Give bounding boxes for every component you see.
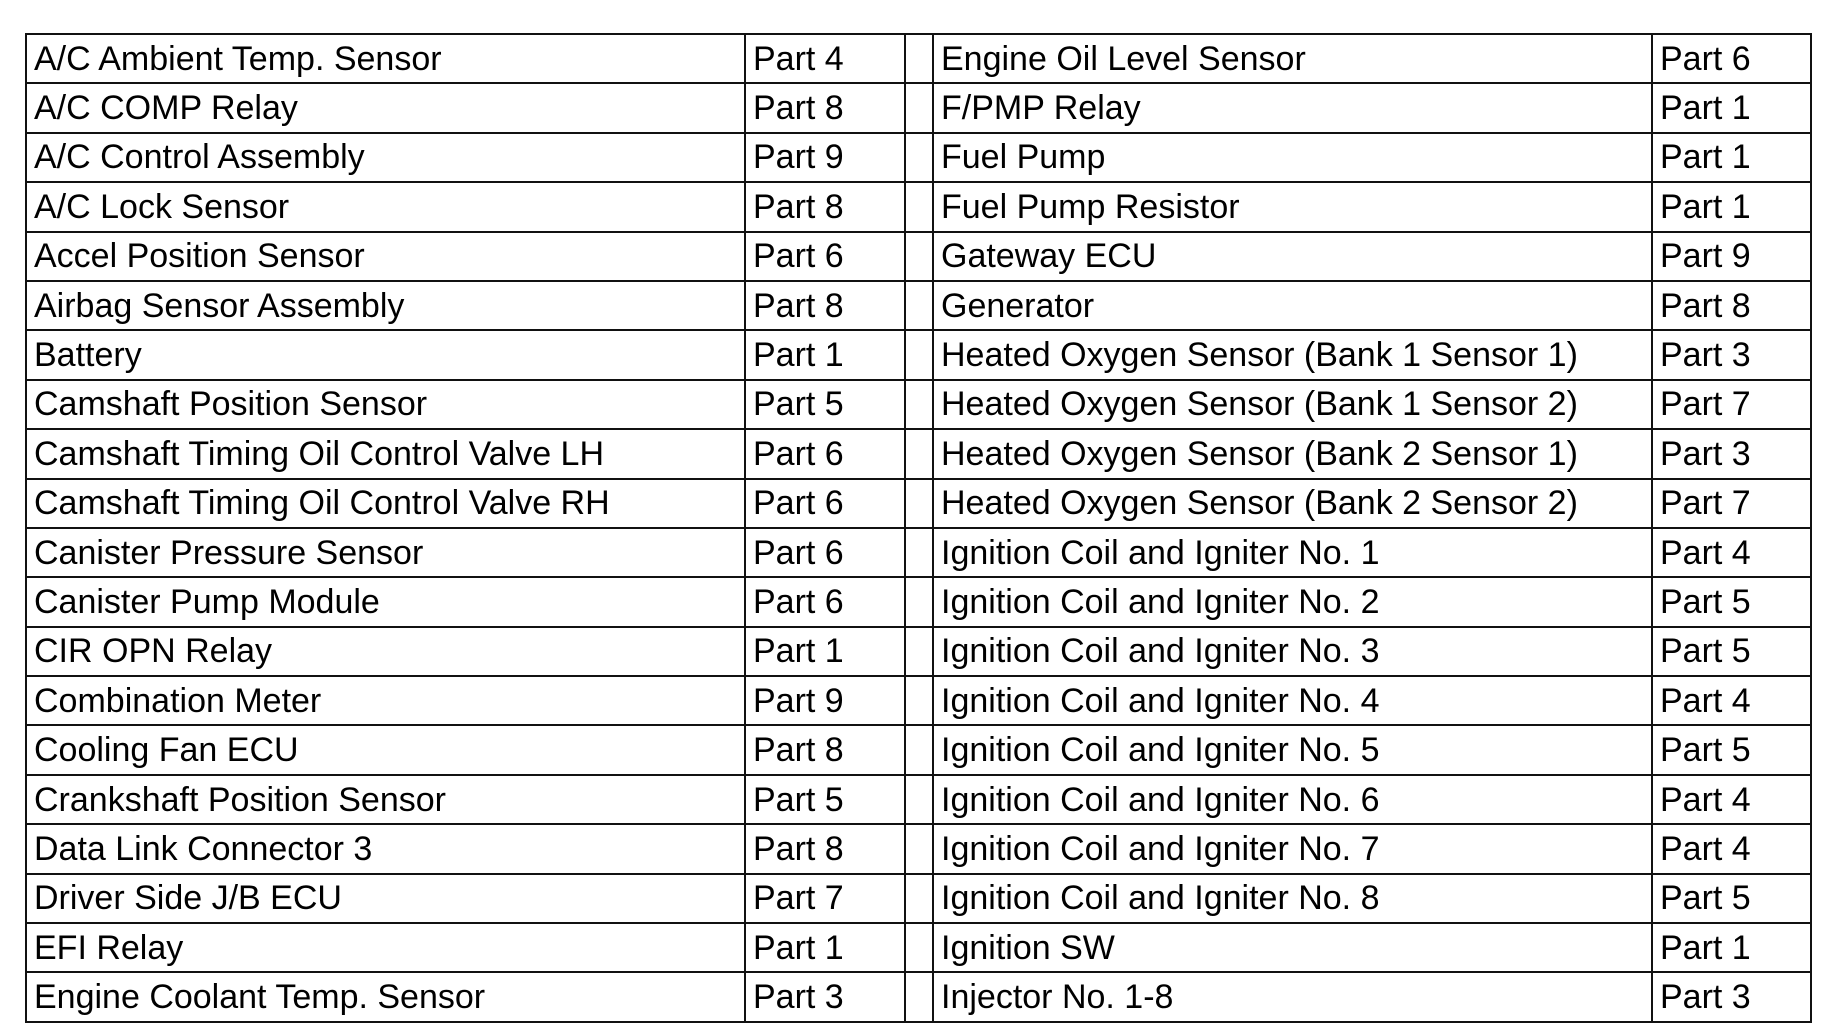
- component-name-cell: Canister Pump Module: [26, 577, 745, 626]
- component-name-cell: Ignition Coil and Igniter No. 4: [933, 676, 1652, 725]
- component-name-cell: Ignition SW: [933, 923, 1652, 972]
- component-name-cell: Fuel Pump: [933, 133, 1652, 182]
- column-divider-cell: [905, 479, 933, 528]
- part-reference-cell: Part 5: [1652, 874, 1811, 923]
- component-name-cell: Heated Oxygen Sensor (Bank 1 Sensor 2): [933, 380, 1652, 429]
- table-row: [26, 133, 1811, 182]
- part-reference-cell: Part 1: [745, 330, 905, 379]
- part-reference-cell: Part 4: [1652, 528, 1811, 577]
- component-name-cell: Heated Oxygen Sensor (Bank 2 Sensor 1): [933, 429, 1652, 478]
- component-name-cell: CIR OPN Relay: [26, 627, 745, 676]
- column-divider-cell: [905, 281, 933, 330]
- column-divider-cell: [905, 775, 933, 824]
- component-name-cell: Crankshaft Position Sensor: [26, 775, 745, 824]
- component-name-cell: Ignition Coil and Igniter No. 7: [933, 824, 1652, 873]
- part-reference-cell: Part 4: [1652, 775, 1811, 824]
- part-reference-cell: Part 7: [1652, 380, 1811, 429]
- component-name-cell: Combination Meter: [26, 676, 745, 725]
- part-reference-cell: Part 9: [745, 676, 905, 725]
- part-reference-cell: Part 6: [745, 528, 905, 577]
- component-name-cell: Ignition Coil and Igniter No. 1: [933, 528, 1652, 577]
- component-name-cell: Ignition Coil and Igniter No. 3: [933, 627, 1652, 676]
- component-name-cell: Heated Oxygen Sensor (Bank 2 Sensor 2): [933, 479, 1652, 528]
- part-reference-cell: Part 4: [745, 34, 905, 83]
- column-divider-cell: [905, 330, 933, 379]
- component-name-cell: A/C Ambient Temp. Sensor: [26, 34, 745, 83]
- column-divider-cell: [905, 577, 933, 626]
- column-divider-cell: [905, 676, 933, 725]
- table-row: [26, 923, 1811, 972]
- table-row: [26, 232, 1811, 281]
- part-reference-cell: Part 7: [1652, 479, 1811, 528]
- component-name-cell: Engine Coolant Temp. Sensor: [26, 972, 745, 1021]
- part-reference-cell: Part 9: [745, 133, 905, 182]
- component-name-cell: EFI Relay: [26, 923, 745, 972]
- component-name-cell: Gateway ECU: [933, 232, 1652, 281]
- component-name-cell: Accel Position Sensor: [26, 232, 745, 281]
- column-divider-cell: [905, 380, 933, 429]
- table-row: [26, 528, 1811, 577]
- component-name-cell: Camshaft Timing Oil Control Valve RH: [26, 479, 745, 528]
- component-name-cell: Injector No. 1-8: [933, 972, 1652, 1021]
- part-reference-cell: Part 6: [1652, 34, 1811, 83]
- table-row: [26, 627, 1811, 676]
- column-divider-cell: [905, 34, 933, 83]
- component-index-table: [25, 33, 1812, 1023]
- column-divider-cell: [905, 874, 933, 923]
- table-row: [26, 775, 1811, 824]
- component-name-cell: Canister Pressure Sensor: [26, 528, 745, 577]
- part-reference-cell: Part 7: [745, 874, 905, 923]
- component-name-cell: Heated Oxygen Sensor (Bank 1 Sensor 1): [933, 330, 1652, 379]
- component-name-cell: F/PMP Relay: [933, 83, 1652, 132]
- column-divider-cell: [905, 528, 933, 577]
- component-name-cell: Generator: [933, 281, 1652, 330]
- table-row: [26, 577, 1811, 626]
- part-reference-cell: Part 5: [745, 380, 905, 429]
- part-reference-cell: Part 1: [1652, 83, 1811, 132]
- part-reference-cell: Part 6: [745, 232, 905, 281]
- part-reference-cell: Part 6: [745, 479, 905, 528]
- table-row: [26, 281, 1811, 330]
- part-reference-cell: Part 8: [745, 182, 905, 231]
- table-row: [26, 330, 1811, 379]
- part-reference-cell: Part 8: [745, 725, 905, 774]
- part-reference-cell: Part 8: [745, 83, 905, 132]
- component-name-cell: Engine Oil Level Sensor: [933, 34, 1652, 83]
- part-reference-cell: Part 3: [745, 972, 905, 1021]
- column-divider-cell: [905, 429, 933, 478]
- part-reference-cell: Part 1: [1652, 182, 1811, 231]
- column-divider-cell: [905, 972, 933, 1021]
- column-divider-cell: [905, 182, 933, 231]
- table-row: [26, 824, 1811, 873]
- component-name-cell: A/C Control Assembly: [26, 133, 745, 182]
- part-reference-cell: Part 1: [745, 627, 905, 676]
- component-name-cell: Ignition Coil and Igniter No. 6: [933, 775, 1652, 824]
- column-divider-cell: [905, 923, 933, 972]
- component-name-cell: Ignition Coil and Igniter No. 8: [933, 874, 1652, 923]
- part-reference-cell: Part 8: [745, 281, 905, 330]
- component-index-body: [26, 34, 1811, 1022]
- part-reference-cell: Part 4: [1652, 676, 1811, 725]
- component-name-cell: A/C COMP Relay: [26, 83, 745, 132]
- part-reference-cell: Part 3: [1652, 429, 1811, 478]
- component-name-cell: A/C Lock Sensor: [26, 182, 745, 231]
- part-reference-cell: Part 1: [1652, 923, 1811, 972]
- table-row: [26, 83, 1811, 132]
- table-row: [26, 725, 1811, 774]
- table-row: [26, 380, 1811, 429]
- part-reference-cell: Part 1: [745, 923, 905, 972]
- component-name-cell: Data Link Connector 3: [26, 824, 745, 873]
- column-divider-cell: [905, 824, 933, 873]
- part-reference-cell: Part 5: [745, 775, 905, 824]
- component-name-cell: Fuel Pump Resistor: [933, 182, 1652, 231]
- part-reference-cell: Part 8: [1652, 281, 1811, 330]
- column-divider-cell: [905, 725, 933, 774]
- part-reference-cell: Part 6: [745, 577, 905, 626]
- part-reference-cell: Part 3: [1652, 972, 1811, 1021]
- table-row: [26, 874, 1811, 923]
- table-row: [26, 34, 1811, 83]
- component-name-cell: Driver Side J/B ECU: [26, 874, 745, 923]
- component-name-cell: Camshaft Position Sensor: [26, 380, 745, 429]
- part-reference-cell: Part 9: [1652, 232, 1811, 281]
- column-divider-cell: [905, 83, 933, 132]
- column-divider-cell: [905, 627, 933, 676]
- column-divider-cell: [905, 232, 933, 281]
- part-reference-cell: Part 8: [745, 824, 905, 873]
- part-reference-cell: Part 3: [1652, 330, 1811, 379]
- part-reference-cell: Part 6: [745, 429, 905, 478]
- part-reference-cell: Part 4: [1652, 824, 1811, 873]
- component-name-cell: Airbag Sensor Assembly: [26, 281, 745, 330]
- component-name-cell: Cooling Fan ECU: [26, 725, 745, 774]
- component-name-cell: Ignition Coil and Igniter No. 5: [933, 725, 1652, 774]
- part-reference-cell: Part 5: [1652, 577, 1811, 626]
- component-name-cell: Battery: [26, 330, 745, 379]
- part-reference-cell: Part 1: [1652, 133, 1811, 182]
- component-name-cell: Ignition Coil and Igniter No. 2: [933, 577, 1652, 626]
- table-row: [26, 479, 1811, 528]
- part-reference-cell: Part 5: [1652, 725, 1811, 774]
- component-name-cell: Camshaft Timing Oil Control Valve LH: [26, 429, 745, 478]
- part-reference-cell: Part 5: [1652, 627, 1811, 676]
- column-divider-cell: [905, 133, 933, 182]
- table-row: [26, 429, 1811, 478]
- table-row: [26, 676, 1811, 725]
- table-row: [26, 972, 1811, 1021]
- table-row: [26, 182, 1811, 231]
